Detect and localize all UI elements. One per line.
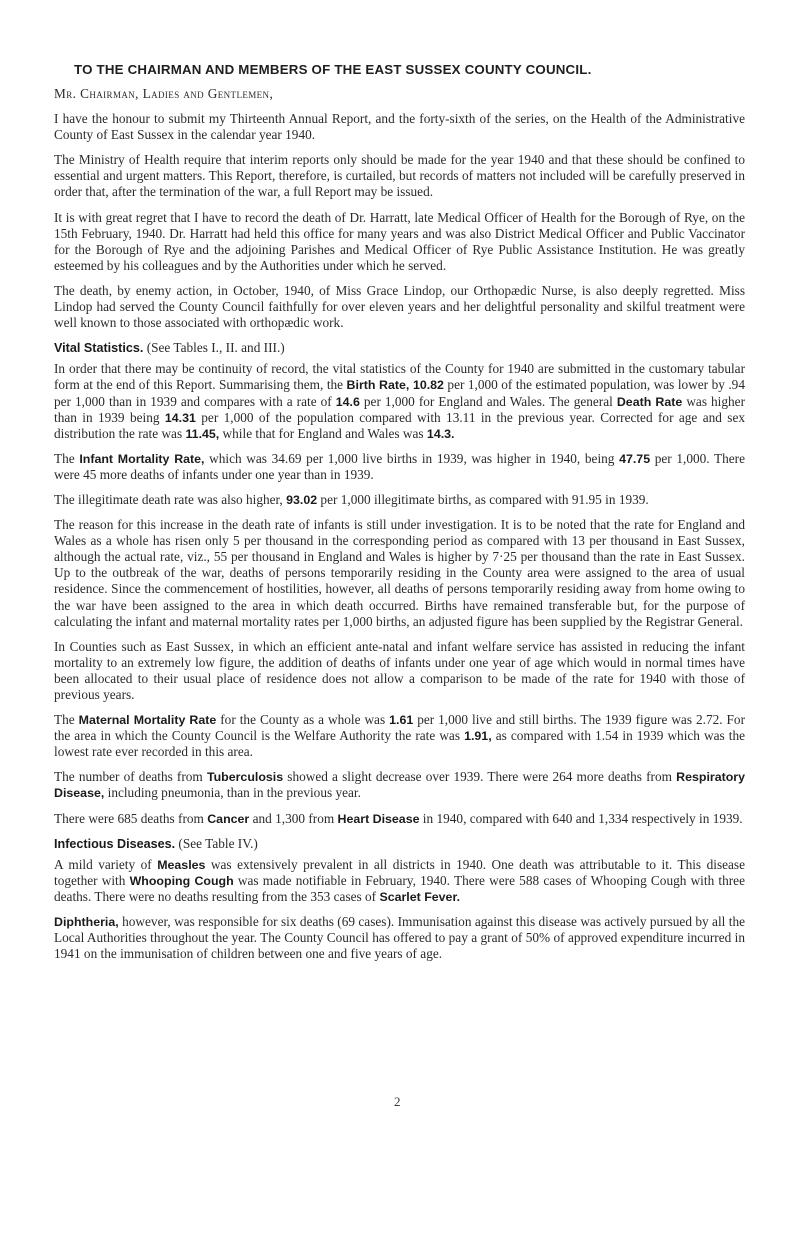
- report-body: [54, 86, 745, 971]
- vital-statistics-heading: [54, 340, 745, 356]
- section-note: (See Table IV.): [175, 835, 258, 851]
- england-wales-death-rate: 14.3.: [426, 426, 455, 441]
- death-rate-term: Death Rate: [616, 394, 683, 409]
- death-rate-value: 14.31: [164, 410, 196, 425]
- text-run: per 1,000 of the estimated population, was lower by .94 per 1,000 than in 1939 and compares with a rate of: [54, 377, 745, 409]
- text-run: however, was responsible for six deaths (69 cases). Immunisation against this disease was actively pursued by all the Local Authorities throughout the year. The County Council has offered to pay a grant of 50% of approved expenditure incurred in 1941 on the immunisation of children between one and five years of age.: [54, 914, 745, 962]
- illegitimate-death-rate-paragraph: [54, 492, 745, 508]
- scarlet-fever-term: Scarlet Fever.: [379, 889, 461, 904]
- measles-paragraph: [54, 857, 745, 905]
- text-run: The: [54, 450, 80, 466]
- section-note: (See Tables I., II. and III.): [143, 340, 285, 356]
- diphtheria-paragraph: [54, 914, 745, 962]
- tuberculosis-paragraph: [54, 769, 745, 801]
- text-run: A mild variety of: [54, 856, 158, 872]
- obituary-lindop-paragraph: The death, by enemy action, in October, 1940, of Miss Grace Lindop, our Orthopædic Nurse, is also deeply regretted. Miss Lindop had served the County Council faithfully for over eleven years and her delightful personality and skilful treatment were well known to those associated with orthopædic work.: [54, 282, 745, 331]
- text-run: per 1,000 illegitimate births, as compared with 91.95 in 1939.: [317, 491, 649, 507]
- investigation-paragraph: The reason for this increase in the death rate of infants is still under investigation. It is to be noted that the rate for England and Wales as a whole has risen only 5 per thousand in the corresponding period as compared with 13 per thousand in East Sussex, although the actual rate, viz., 55 per thousand in England and Wales is higher by 7·25 per thousand than the rate in East Sussex. Up to the outbreak of the war, deaths of persons temporarily residing in the County area were assigned to the area of usual residence. Since the commencement of hostilities, however, all deaths of persons temporarily residing away from home owing to the war have been assigned to the area in which death occurred. Births have remained transferable but, for the purpose of calculating the infant and maternal mortality rates per 1,000 births, an adjusted figure has been supplied by the Registrar General.: [54, 517, 745, 629]
- text-run: while that for England and Wales was: [219, 425, 427, 441]
- text-run: per 1,000 for England and Wales. The general: [359, 393, 617, 409]
- text-run: and 1,300 from: [249, 810, 338, 826]
- england-wales-birth-rate: 14.6: [335, 394, 360, 409]
- text-run: including pneumonia, than in the previous year.: [104, 785, 361, 801]
- text-run: in 1940, compared with 640 and 1,334 respectively in 1939.: [419, 810, 743, 826]
- respiratory-disease-term: Respiratory Disease,: [54, 770, 746, 801]
- heart-disease-term: Heart Disease: [337, 811, 420, 826]
- whooping-cough-term: Whooping Cough: [129, 873, 234, 888]
- text-run: The: [54, 712, 79, 728]
- maternal-mortality-term: Maternal Mortality Rate: [78, 713, 217, 728]
- report-heading: TO THE CHAIRMAN AND MEMBERS OF THE EAST SUSSEX COUNTY COUNCIL.: [74, 62, 592, 77]
- text-run: per 1,000 of the population compared with 13.11 in the previous year. Corrected for age and sex distribution the rate was: [54, 409, 745, 441]
- section-title: Vital Statistics.: [54, 341, 144, 356]
- birth-death-rate-paragraph: [54, 361, 745, 441]
- text-run: was extensively prevalent in all districts in 1940. One death was attributable to it. This disease together with: [54, 856, 745, 888]
- corrected-rate-value: 11.45,: [185, 426, 220, 441]
- text-run: which was 34.69 per 1,000 live births in 1939, was higher in 1940, being: [204, 450, 620, 466]
- intro-paragraph: I have the honour to submit my Thirteenth Annual Report, and the forty-sixth of the series, on the Health of the Administrative County of East Sussex in the calendar year 1940.: [54, 111, 745, 143]
- cancer-term: Cancer: [207, 811, 250, 826]
- infant-mortality-paragraph: [54, 451, 745, 483]
- birth-rate-term: Birth Rate, 10.82: [346, 378, 444, 393]
- text-run: was made notifiable in February, 1940. There were 588 cases of Whooping Cough with three deaths. There were no deaths resulting from the 353 cases of: [54, 872, 745, 904]
- cancer-heart-paragraph: [54, 811, 745, 827]
- text-run: per 1,000 live and still births. The 1939 figure was 2.72. For the area in which the County Council is the Welfare Authority the rate was: [54, 712, 746, 744]
- obituary-harratt-paragraph: It is with great regret that I have to record the death of Dr. Harratt, late Medical Officer of Health for the Borough of Rye, on the 15th February, 1940. Dr. Harratt had held this office for many years and was also District Medical Officer and Public Vaccinator for the Borough of Rye and the adjoining Parishes and Medical Officer of Rye Public Assistance Institution. He was greatly esteemed by his colleagues and by the Authorities under which he served.: [54, 209, 745, 273]
- text-run: was higher than in 1939 being: [54, 393, 746, 425]
- text-run: as compared with 1.54 in 1939 which was the lowest rate ever recorded in this area.: [54, 728, 745, 760]
- tuberculosis-term: Tuberculosis: [206, 770, 284, 785]
- text-run: showed a slight decrease over 1939. There were 264 more deaths from: [283, 769, 677, 785]
- maternal-mortality-paragraph: [54, 712, 745, 760]
- text-run: In order that there may be continuity of record, the vital statistics of the County for 1940 are submitted in the customary tabular form at the end of this Report. Summarising them, the: [54, 361, 745, 393]
- infectious-diseases-heading: [54, 836, 745, 852]
- text-run: The illegitimate death rate was also higher,: [54, 491, 287, 507]
- infant-mortality-value: 47.75: [619, 451, 651, 466]
- text-run: There were 685 deaths from: [54, 810, 208, 826]
- illegitimate-rate-value: 93.02: [286, 492, 318, 507]
- text-run: per 1,000. There were 45 more deaths of infants under one year than in 1939.: [54, 450, 746, 482]
- diphtheria-term: Diphtheria,: [54, 915, 119, 930]
- section-title: Infectious Diseases.: [54, 836, 176, 851]
- welfare-area-rate-value: 1.91,: [464, 729, 492, 744]
- page-number: 2: [394, 1094, 401, 1109]
- text-run: for the County as a whole was: [216, 712, 390, 728]
- measles-term: Measles: [157, 857, 206, 872]
- salutation: Mr. Chairman, Ladies and Gentlemen,: [54, 86, 274, 101]
- infant-mortality-term: Infant Mortality Rate,: [79, 451, 205, 466]
- maternal-mortality-value: 1.61: [389, 713, 414, 728]
- welfare-service-paragraph: In Counties such as East Sussex, in which an efficient ante-natal and infant welfare service has assisted in reducing the infant mortality to an extremely low figure, the addition of deaths of infants under one year of age which would in normal times have been allocated to their usual place of residence does not allow a comparison to be made of the rate for 1940 with those of previous years.: [54, 638, 745, 702]
- text-run: The number of deaths from: [54, 769, 207, 785]
- interim-report-paragraph: The Ministry of Health require that interim reports only should be made for the year 1940 and that these should be confined to essential and urgent matters. This Report, therefore, is curtailed, but records of matters not included will be carefully preserved in order that, after the termination of the war, a full Report may be issued.: [54, 152, 745, 200]
